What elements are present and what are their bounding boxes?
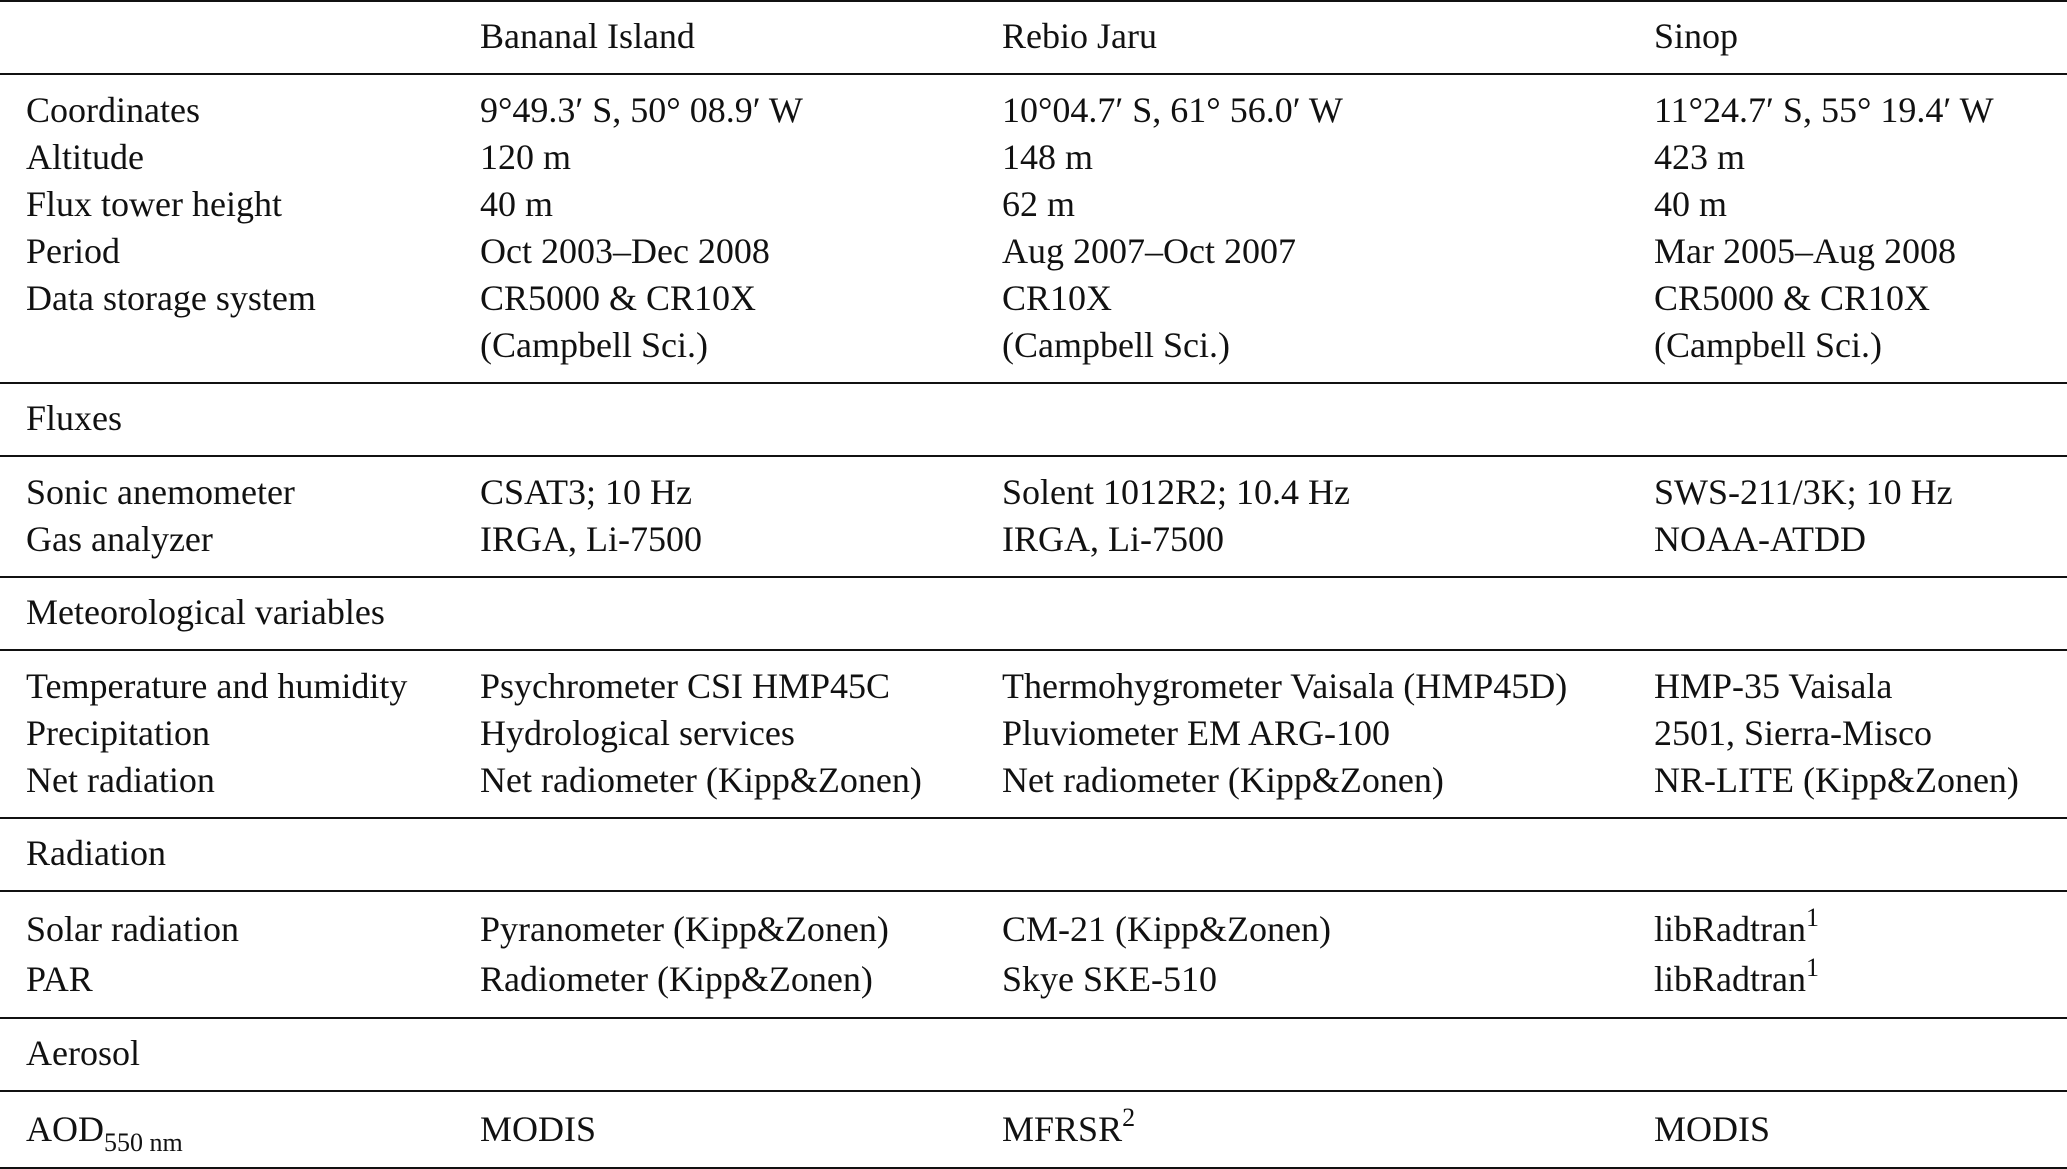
row-label: Sonic anemometer	[26, 472, 295, 512]
cell-rebio-jaru-text: MFRSR	[1002, 1109, 1123, 1149]
row-label: Precipitation	[26, 713, 210, 753]
header-empty-cell	[0, 1, 480, 74]
cell-rebio-jaru: Aug 2007–Oct 2007	[1002, 231, 1296, 271]
table-row	[0, 1091, 2067, 1168]
section-row-meteorological	[0, 577, 2067, 650]
header-sinop: Sinop	[1654, 1, 2067, 74]
cell-sinop: MODIS	[1654, 1091, 2067, 1168]
cell-sinop: 40 m	[1654, 184, 1728, 224]
table-row	[0, 134, 2067, 181]
section-title-radiation: Radiation	[0, 818, 2067, 891]
cell-bananal: 9°49.3′ S, 50° 08.9′ W	[480, 90, 803, 130]
cell-bananal: Oct 2003–Dec 2008	[480, 231, 770, 271]
cell-rebio-jaru: IRGA, Li-7500	[1002, 516, 1654, 577]
cell-bananal: CR5000 & CR10X	[480, 278, 757, 318]
cell-rebio-jaru: Solent 1012R2; 10.4 Hz	[1002, 472, 1350, 512]
cell-bananal: (Campbell Sci.)	[480, 322, 1002, 383]
cell-bananal: Hydrological services	[480, 713, 795, 753]
footnote-marker: 2	[1122, 1103, 1136, 1132]
row-label	[0, 1091, 480, 1168]
cell-bananal: Net radiometer (Kipp&Zonen)	[480, 757, 1002, 818]
section-row-radiation	[0, 818, 2067, 891]
section-row-fluxes	[0, 383, 2067, 456]
table-row	[0, 275, 2067, 322]
table-row	[0, 891, 2067, 954]
cell-sinop: Mar 2005–Aug 2008	[1654, 231, 1956, 271]
cell-sinop: 11°24.7′ S, 55° 19.4′ W	[1654, 90, 1994, 130]
cell-sinop: 2501, Sierra-Misco	[1654, 713, 1932, 753]
cell-sinop: CR5000 & CR10X	[1654, 278, 1931, 318]
cell-rebio-jaru: Thermohygrometer Vaisala (HMP45D)	[1002, 666, 1568, 706]
cell-bananal: 40 m	[480, 184, 554, 224]
table-row	[0, 228, 2067, 275]
section-title-aerosol: Aerosol	[0, 1018, 2067, 1091]
cell-rebio-jaru: Pluviometer EM ARG-100	[1002, 713, 1390, 753]
cell-sinop: SWS-211/3K; 10 Hz	[1654, 472, 1953, 512]
cell-rebio-jaru	[1002, 1091, 1654, 1168]
table-row	[0, 954, 2067, 1018]
table-row	[0, 456, 2067, 516]
cell-rebio-jaru: 10°04.7′ S, 61° 56.0′ W	[1002, 90, 1343, 130]
table-row	[0, 516, 2067, 577]
cell-bananal: Pyranometer (Kipp&Zonen)	[480, 909, 889, 949]
row-label: Data storage system	[26, 278, 316, 318]
cell-sinop: NOAA-ATDD	[1654, 516, 2067, 577]
table-row	[0, 757, 2067, 818]
table-row	[0, 181, 2067, 228]
row-label: Flux tower height	[26, 184, 282, 224]
row-label: Temperature and humidity	[26, 666, 408, 706]
section-title-fluxes: Fluxes	[0, 383, 2067, 456]
cell-rebio-jaru: Net radiometer (Kipp&Zonen)	[1002, 757, 1654, 818]
cell-bananal: Radiometer (Kipp&Zonen)	[480, 954, 1002, 1018]
cell-rebio-jaru: (Campbell Sci.)	[1002, 322, 1654, 383]
cell-sinop: NR-LITE (Kipp&Zonen)	[1654, 757, 2067, 818]
cell-rebio-jaru: 62 m	[1002, 184, 1076, 224]
section-row-aerosol	[0, 1018, 2067, 1091]
footnote-marker: 1	[1805, 903, 1819, 932]
footnote-marker: 1	[1805, 953, 1819, 982]
cell-bananal: CSAT3; 10 Hz	[480, 472, 693, 512]
header-rebio-jaru: Rebio Jaru	[1002, 1, 1654, 74]
section-title-meteorological: Meteorological variables	[0, 577, 2067, 650]
table-row	[0, 650, 2067, 710]
row-label	[0, 322, 480, 383]
table-row	[0, 710, 2067, 757]
row-label: Solar radiation	[26, 909, 239, 949]
cell-sinop: (Campbell Sci.)	[1654, 322, 2067, 383]
cell-sinop	[1654, 891, 2067, 954]
cell-bananal: MODIS	[480, 1091, 1002, 1168]
cell-sinop-text: libRadtran	[1654, 959, 1806, 999]
row-label: Gas analyzer	[0, 516, 480, 577]
table-row	[0, 322, 2067, 383]
row-label: Period	[26, 231, 120, 271]
cell-sinop: HMP-35 Vaisala	[1654, 666, 1893, 706]
cell-rebio-jaru: Skye SKE-510	[1002, 954, 1654, 1018]
row-label: Coordinates	[26, 90, 200, 130]
cell-rebio-jaru: CR10X	[1002, 278, 1113, 318]
cell-bananal: Psychrometer CSI HMP45C	[480, 666, 891, 706]
cell-sinop: 423 m	[1654, 137, 1746, 177]
cell-sinop	[1654, 954, 2067, 1018]
row-label: Net radiation	[0, 757, 480, 818]
table-header-row	[0, 1, 2067, 74]
cell-bananal: IRGA, Li-7500	[480, 516, 1002, 577]
row-label: PAR	[0, 954, 480, 1018]
row-label-text: AOD	[26, 1109, 104, 1149]
row-label: Altitude	[26, 137, 144, 177]
cell-bananal: 120 m	[480, 137, 572, 177]
cell-sinop-text: libRadtran	[1654, 909, 1806, 949]
row-label-subscript: 550 nm	[104, 1128, 183, 1157]
header-bananal-island: Bananal Island	[480, 1, 1002, 74]
cell-rebio-jaru: 148 m	[1002, 137, 1094, 177]
table-row	[0, 74, 2067, 134]
cell-rebio-jaru: CM-21 (Kipp&Zonen)	[1002, 909, 1331, 949]
